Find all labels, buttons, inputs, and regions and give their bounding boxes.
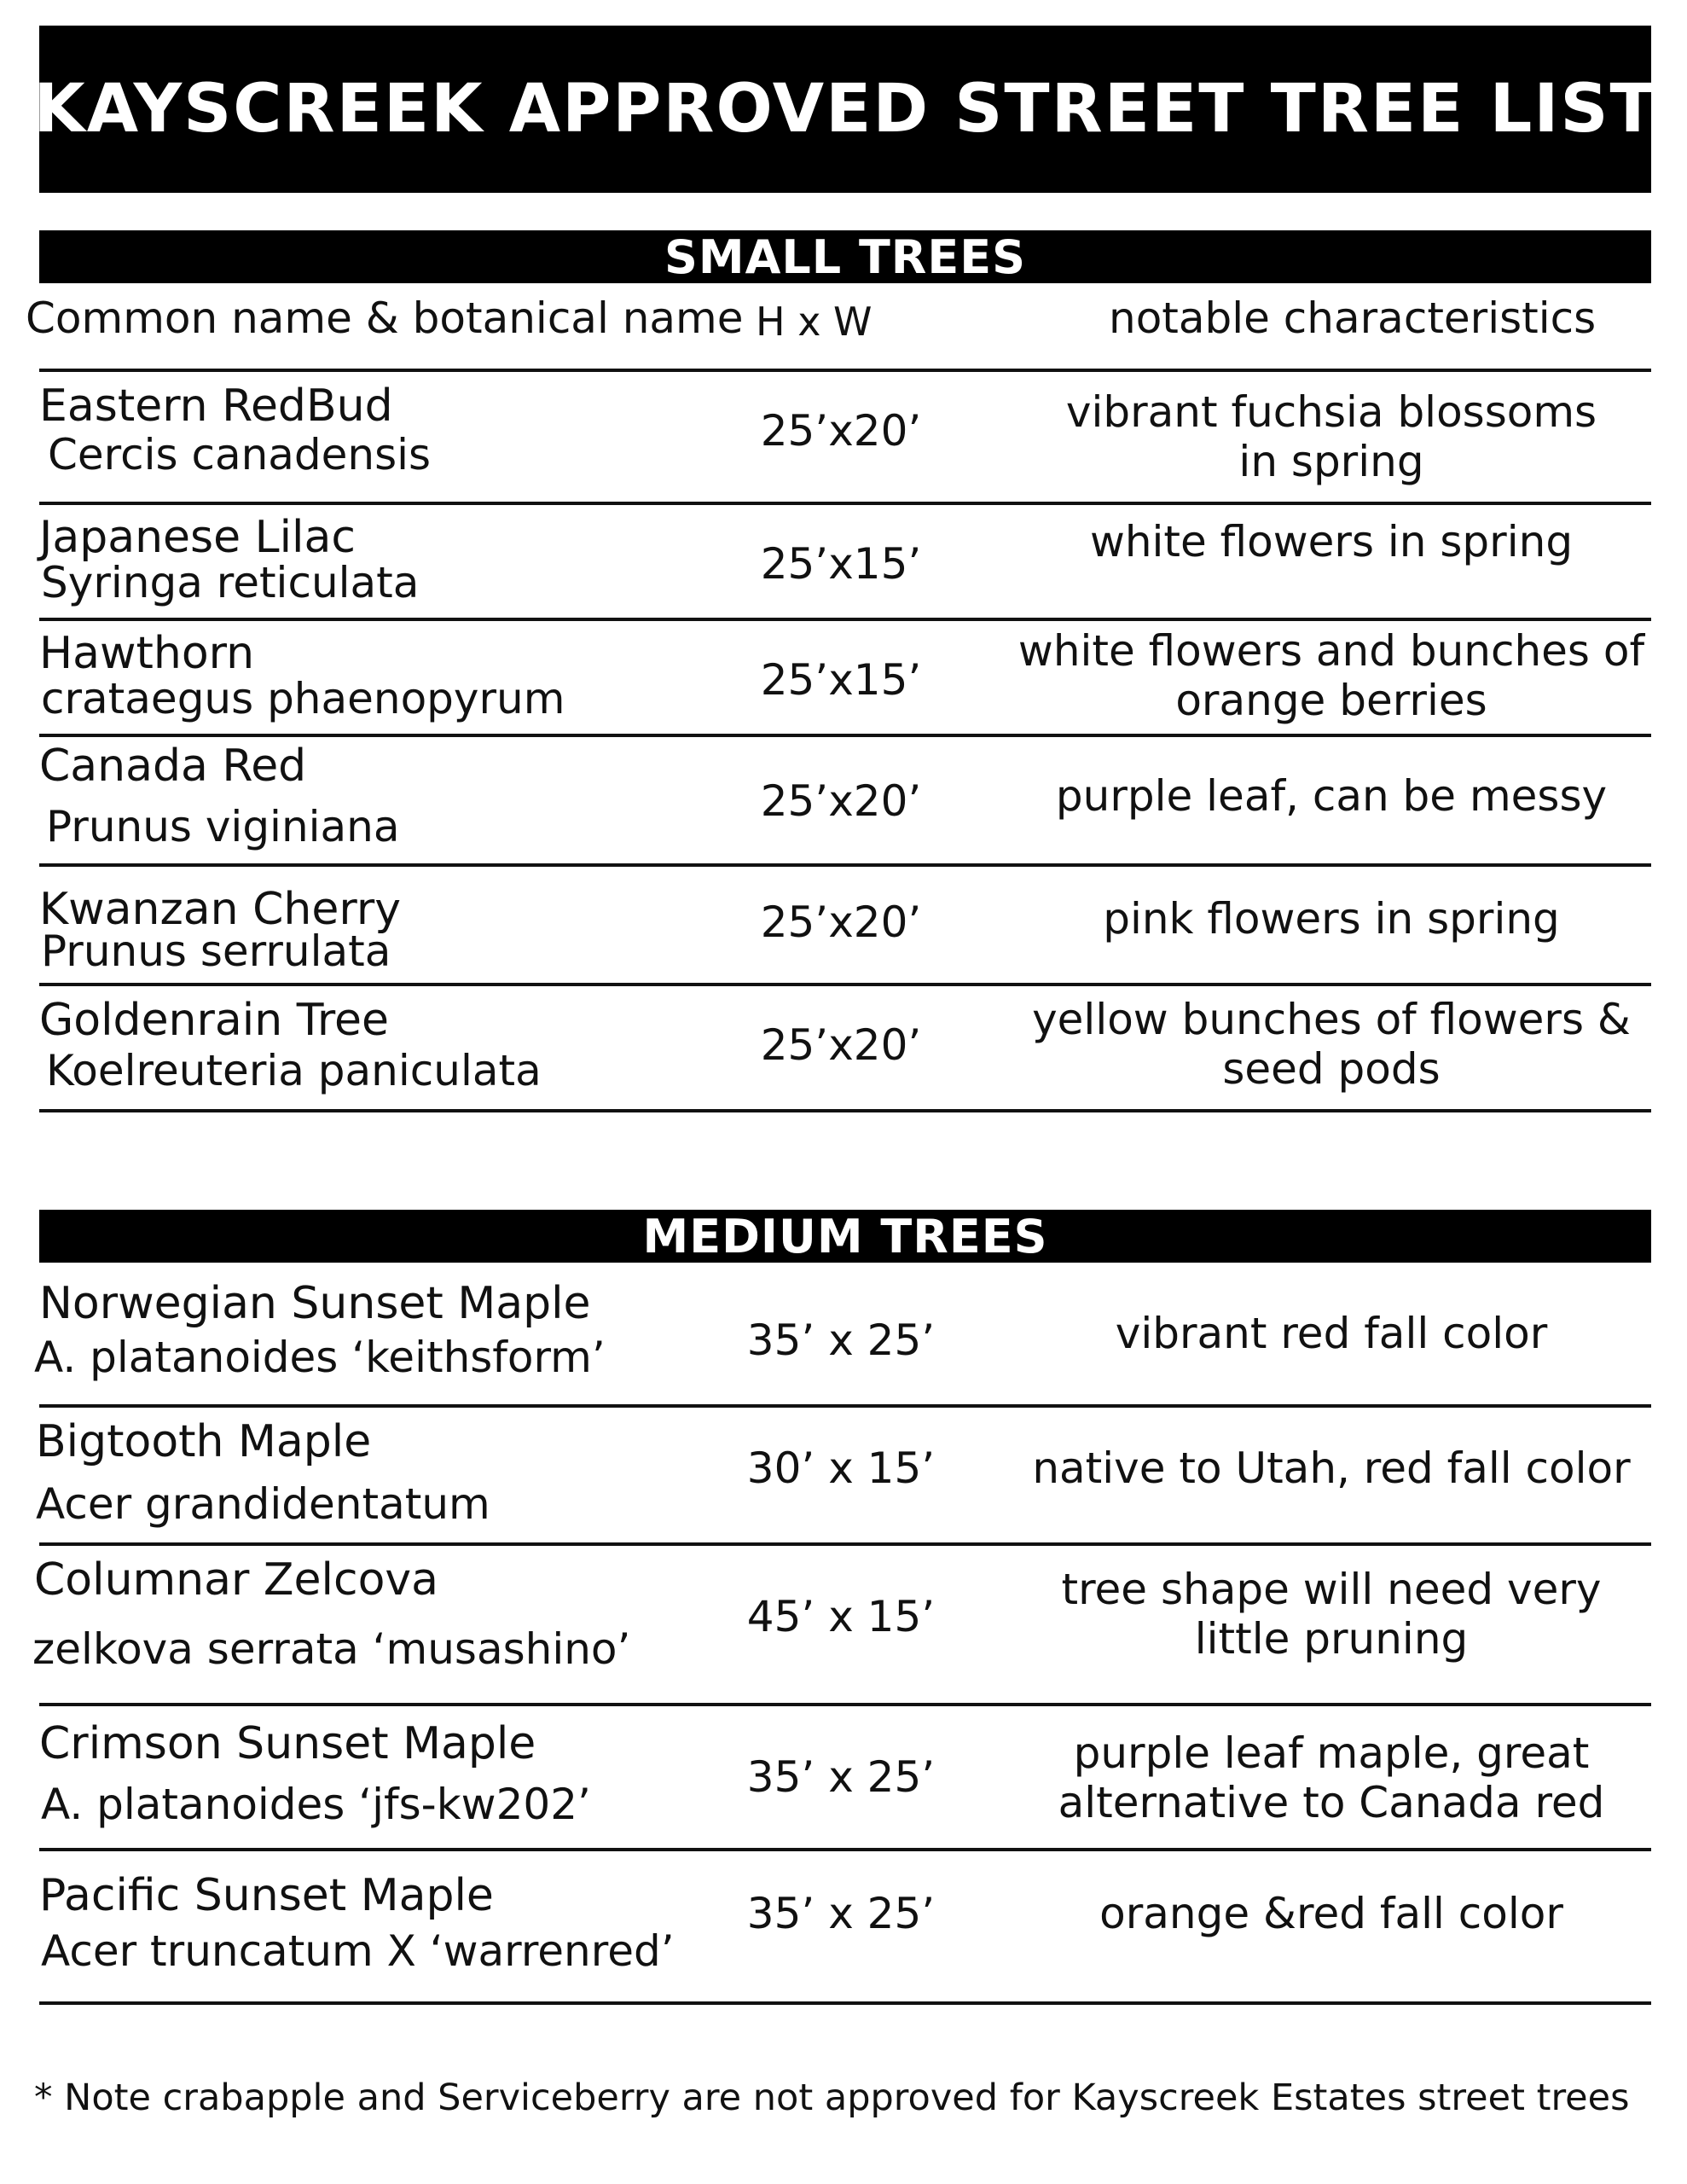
common-name: Kwanzan Cherry <box>39 884 401 935</box>
botanical-name: Koelreuteria paniculata <box>46 1046 542 1095</box>
common-name: Eastern RedBud <box>39 380 393 432</box>
col-name-header: Common name & botanical name <box>26 293 744 343</box>
size-hxw: 25’x20’ <box>760 406 922 456</box>
size-hxw: 25’x20’ <box>760 897 922 947</box>
size-hxw: 25’x20’ <box>760 776 922 826</box>
table-row <box>39 505 1651 621</box>
common-name: Pacific Sunset Maple <box>39 1870 494 1921</box>
notes: native to Utah, red fall color <box>1032 1443 1631 1493</box>
size-hxw: 35’ x 25’ <box>746 1889 936 1938</box>
table-row <box>39 1706 1651 1851</box>
botanical-name: Cercis canadensis <box>48 430 432 479</box>
notes: pink flowers in spring <box>1103 894 1560 944</box>
table-row <box>39 867 1651 986</box>
medium-trees-heading: MEDIUM TREES <box>39 1210 1651 1263</box>
botanical-name: Prunus serrulata <box>41 926 391 976</box>
column-headers <box>26 293 1646 353</box>
botanical-name: Acer truncatum X ‘warrenred’ <box>41 1926 675 1976</box>
notes: vibrant fuchsia blossoms in spring <box>1065 387 1597 486</box>
botanical-name: Syringa reticulata <box>41 558 420 607</box>
botanical-name: Acer grandidentatum <box>36 1479 490 1529</box>
notes: white flowers and bunches of orange berries <box>1017 626 1645 725</box>
notes: orange &red fall color <box>1099 1889 1563 1938</box>
table-row <box>39 372 1651 505</box>
table-row <box>36 1408 1651 1546</box>
table-row <box>39 986 1651 1112</box>
size-hxw: 25’x15’ <box>760 539 922 589</box>
notes: white flowers in spring <box>1089 517 1574 566</box>
table-row <box>39 621 1651 737</box>
botanical-name: A. platanoides ‘keithsform’ <box>34 1333 606 1382</box>
notes: vibrant red fall color <box>1115 1309 1548 1358</box>
common-name: Canada Red <box>39 741 307 792</box>
table-row <box>39 1851 1651 2005</box>
botanical-name: Prunus viginiana <box>46 802 400 851</box>
notes: yellow bunches of flowers & seed pods <box>1032 995 1631 1094</box>
size-hxw: 25’x15’ <box>760 655 922 705</box>
col-size-header: H x W <box>756 299 872 345</box>
common-name: Hawthorn <box>39 628 255 679</box>
notes: tree shape will need very little pruning <box>1061 1565 1602 1664</box>
botanical-name: A. platanoides ‘jfs-kw202’ <box>41 1780 591 1829</box>
size-hxw: 45’ x 15’ <box>746 1592 936 1641</box>
common-name: Columnar Zelcova <box>34 1554 439 1606</box>
botanical-name: crataegus phaenopyrum <box>41 674 565 723</box>
page-title: KAYSCREEK APPROVED STREET TREE LIST <box>39 26 1651 193</box>
notes: purple leaf maple, great alternative to Canada red <box>1058 1728 1605 1827</box>
small-trees-heading: SMALL TREES <box>39 230 1651 283</box>
footnote: * Note crabapple and Serviceberry are not approved for Kayscreek Estates street trees <box>34 2077 1630 2119</box>
size-hxw: 30’ x 15’ <box>746 1443 936 1493</box>
col-notes-header: notable characteristics <box>1109 293 1597 343</box>
common-name: Bigtooth Maple <box>36 1416 372 1467</box>
common-name: Crimson Sunset Maple <box>39 1718 536 1769</box>
common-name: Norwegian Sunset Maple <box>39 1278 591 1329</box>
table-row <box>34 1268 1651 1408</box>
size-hxw: 35’ x 25’ <box>746 1752 936 1802</box>
botanical-name: zelkova serrata ‘musashino’ <box>32 1624 631 1674</box>
notes: purple leaf, can be messy <box>1055 771 1608 821</box>
size-hxw: 35’ x 25’ <box>746 1316 936 1365</box>
common-name: Goldenrain Tree <box>39 995 390 1046</box>
table-row <box>32 1546 1651 1706</box>
common-name: Japanese Lilac <box>39 512 356 563</box>
size-hxw: 25’x20’ <box>760 1020 922 1070</box>
table-row <box>39 737 1651 867</box>
